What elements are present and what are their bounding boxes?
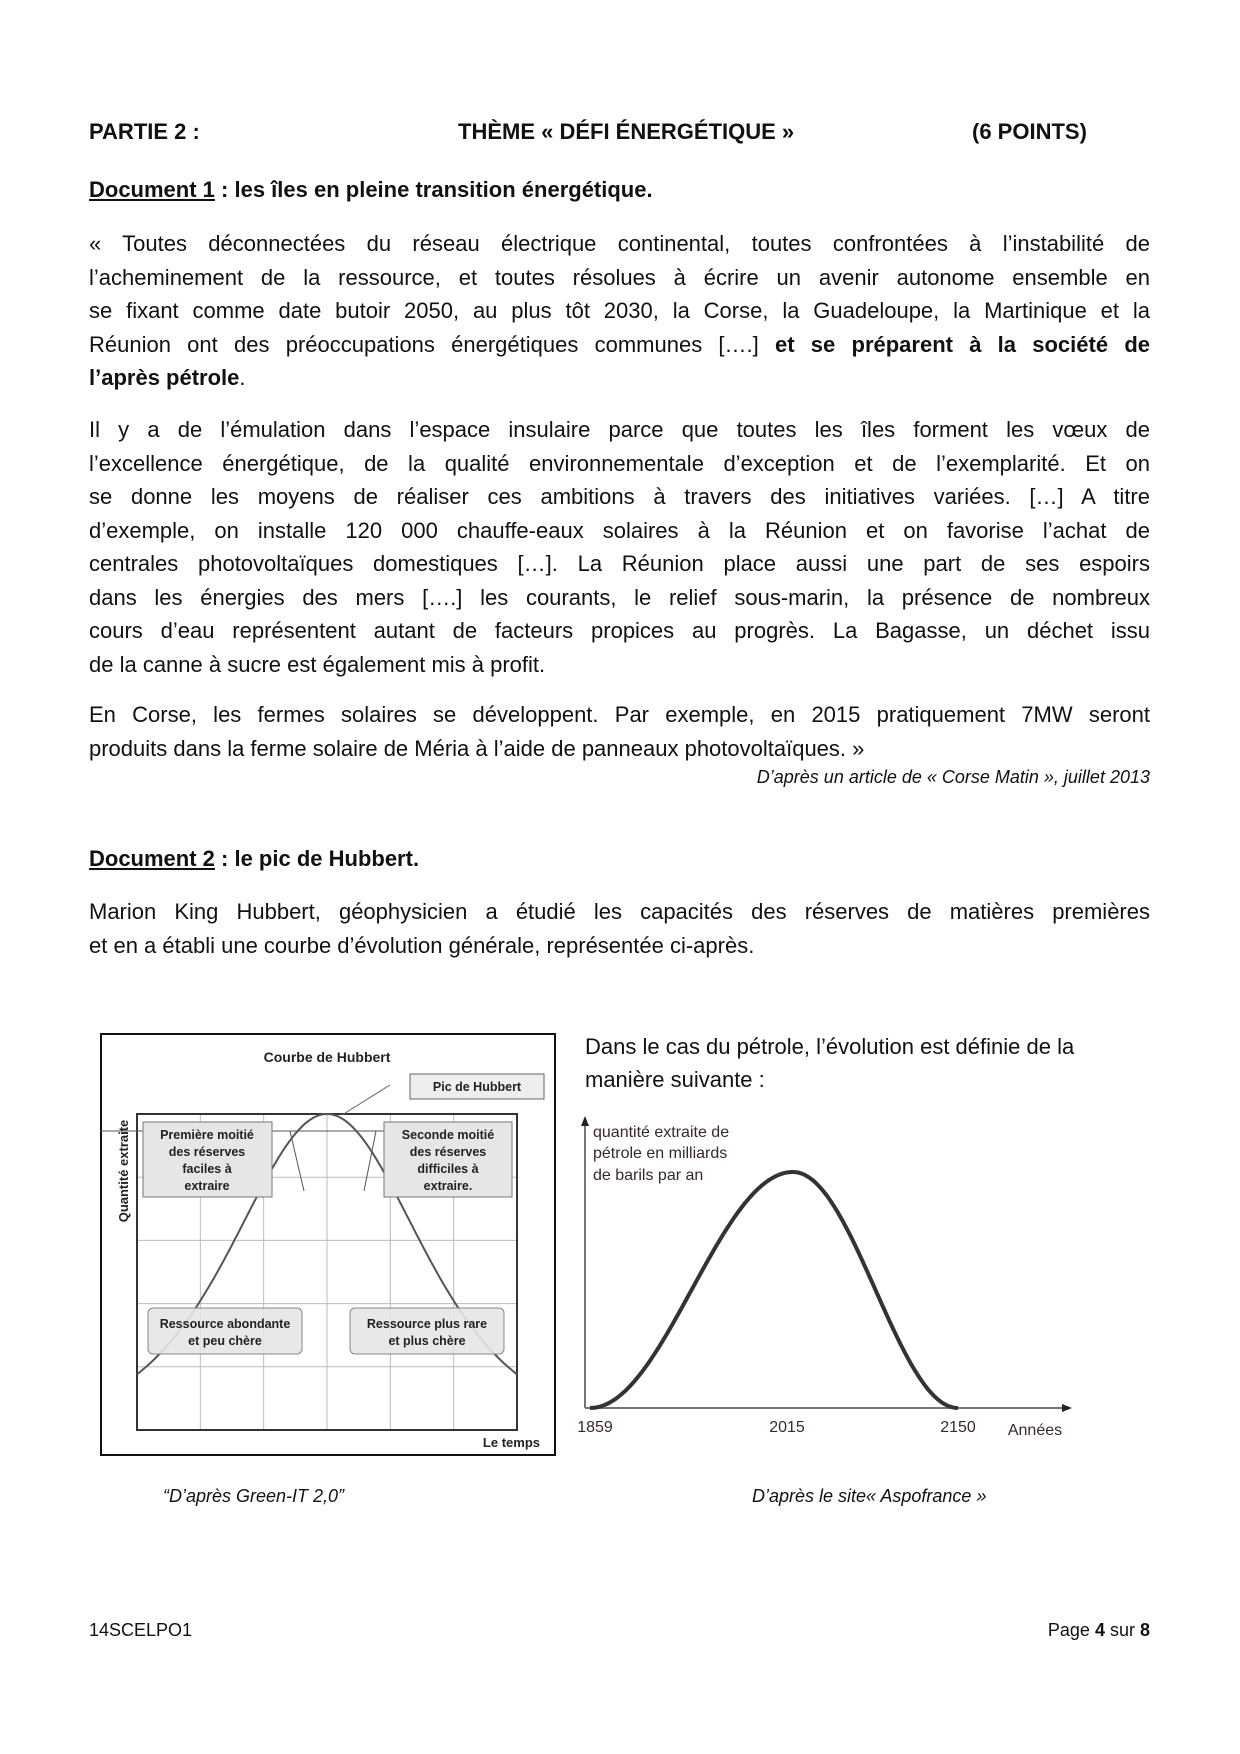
bold-text-segment: et se préparent à la société de xyxy=(775,331,1150,357)
text-line: de la canne à sucre est également mis à profit. xyxy=(89,651,546,677)
rare-resource-text: Ressource plus rare xyxy=(366,1317,488,1331)
document-1-heading xyxy=(89,177,653,203)
text-line: l’acheminement de la ressource, et toutes résolues à écrire un avenir autonome ensemble en xyxy=(89,264,1150,290)
y-axis-label: Quantité extraite xyxy=(116,1119,131,1223)
text-line xyxy=(89,328,1150,362)
document-code: 14SCELPO1 xyxy=(89,1620,193,1640)
text-line: l’excellence énergétique, de la qualité environnementale d’exception et de l’exemplarité. Et on xyxy=(89,450,1150,476)
second-half-text: Seconde moitié xyxy=(401,1128,495,1142)
doc1-source: D’après un article de « Corse Matin », juillet 2013 xyxy=(756,767,1150,787)
figure-title: Courbe de Hubbert xyxy=(263,1049,391,1065)
document-2-heading xyxy=(89,846,419,872)
rare-resource-text: et plus chère xyxy=(388,1334,466,1348)
x-tick-label: 1859 xyxy=(577,1419,613,1436)
text-line: Il y a de l’émulation dans l’espace insulaire parce que toutes les îles forment les vœux de xyxy=(89,417,1150,442)
petrol-intro xyxy=(585,1030,1074,1096)
page-number xyxy=(1048,1620,1150,1641)
abundant-resource-text: et peu chère xyxy=(188,1334,262,1348)
first-half-text: des réserves xyxy=(168,1145,246,1159)
doc1-paragraph-1 xyxy=(89,227,1150,395)
x-tick-label: 2150 xyxy=(940,1419,976,1436)
document-2-label: Document 2 xyxy=(89,846,215,871)
doc1-paragraph-3 xyxy=(89,698,1150,765)
x-tick-label: 2015 xyxy=(769,1419,805,1436)
text-line: manière suivante : xyxy=(585,1067,765,1092)
text-line: d’exemple, on installe 120 000 chauffe-eaux solaires à la Réunion et on favorise l’achat de xyxy=(89,517,1150,543)
points-label: (6 POINTS) xyxy=(972,119,1087,144)
second-half-text: des réserves xyxy=(409,1145,487,1159)
first-half-text: extraire xyxy=(184,1179,230,1193)
text-line: cours d’eau représentent autant de facteurs propices au progrès. La Bagasse, un déchet issu xyxy=(89,618,1150,643)
current-page: 4 xyxy=(1094,1620,1105,1640)
page-prefix: Page xyxy=(1047,1620,1095,1640)
hubbert-curve-figure xyxy=(100,1033,556,1456)
text-line: dans les énergies des mers [….] les courants, le relief sous-marin, la présence de nombreux xyxy=(89,584,1150,610)
part-label: PARTIE 2 : xyxy=(89,119,200,144)
doc2-paragraph-1 xyxy=(89,895,1150,962)
text-line: Marion King Hubbert, géophysicien a étudié les capacités des réserves de matières premières xyxy=(89,899,1150,924)
y-axis-label-line: pétrole en milliards xyxy=(593,1145,728,1162)
peak-label: Pic de Hubbert xyxy=(432,1080,522,1094)
x-axis-label: Le temps xyxy=(482,1435,540,1450)
figure-1-caption: “D’après Green-IT 2,0” xyxy=(163,1486,345,1506)
y-axis-label-line: quantité extraite de xyxy=(593,1124,730,1141)
text-line: se donne les moyens de réaliser ces ambitions à travers des initiatives variées. […] A titre xyxy=(89,484,1150,509)
document-1-title: : les îles en pleine transition énergétique. xyxy=(214,177,653,202)
doc1-paragraph-2 xyxy=(89,413,1150,681)
second-half-text: difficiles à xyxy=(417,1162,479,1176)
text-segment: Réunion ont des préoccupations énergétiques communes [….] xyxy=(89,331,775,357)
first-half-text: faciles à xyxy=(182,1162,232,1176)
petrol-curve xyxy=(590,1172,958,1408)
figure-2-caption: D’après le site« Aspofrance » xyxy=(752,1486,987,1506)
text-line: et en a établi une courbe d’évolution générale, représentée ci-après. xyxy=(89,932,755,958)
bold-text-segment: l’après pétrole xyxy=(89,365,240,390)
page-sur: sur xyxy=(1104,1620,1140,1640)
y-axis-arrow xyxy=(581,1116,589,1126)
theme-title: THÈME « DÉFI ÉNERGÉTIQUE » xyxy=(458,119,795,144)
total-pages: 8 xyxy=(1139,1620,1150,1640)
x-axis-label: Années xyxy=(1007,1422,1063,1439)
text-line: « Toutes déconnectées du réseau électrique continental, toutes confrontées à l’instabilité de xyxy=(89,231,1150,256)
x-axis-arrow xyxy=(1062,1404,1072,1412)
text-line: centrales photovoltaïques domestiques […]. La Réunion place aussi une part de ses espoirs xyxy=(89,551,1150,576)
petrol-extraction-figure xyxy=(575,1110,1115,1450)
text-line xyxy=(89,361,1150,395)
first-half-text: Première moitié xyxy=(160,1128,254,1142)
document-1-label: Document 1 xyxy=(89,177,215,202)
text-line: se fixant comme date butoir 2050, au plus tôt 2030, la Corse, la Guadeloupe, la Martinique et la xyxy=(89,298,1150,323)
text-line: En Corse, les fermes solaires se développent. Par exemple, en 2015 pratiquement 7MW seront xyxy=(89,702,1150,727)
text-line: produits dans la ferme solaire de Méria à l’aide de panneaux photovoltaïques. » xyxy=(89,735,865,761)
second-half-text: extraire. xyxy=(423,1179,473,1193)
text-line: Dans le cas du pétrole, l’évolution est définie de la xyxy=(585,1034,1075,1059)
y-axis-label-line: de barils par an xyxy=(593,1167,704,1184)
text-segment: . xyxy=(239,365,246,390)
abundant-resource-text: Ressource abondante xyxy=(159,1317,291,1331)
document-2-title: : le pic de Hubbert. xyxy=(214,846,420,871)
